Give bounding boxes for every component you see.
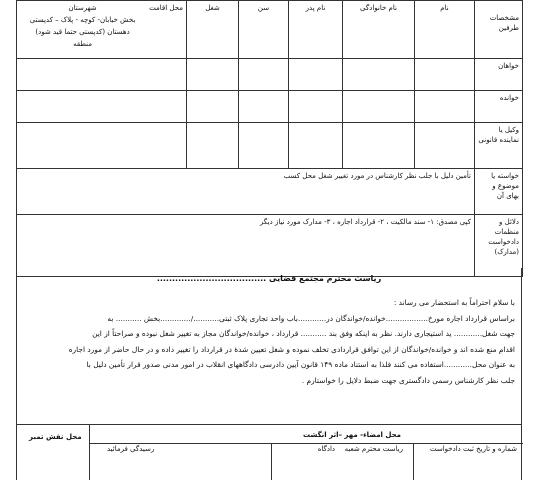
row-label-plaintiff: خواهان <box>475 59 523 91</box>
court-label: دادگاه <box>317 445 335 453</box>
evidence-label: دلائل و منظمات دادخواست (مدارک) <box>475 215 523 277</box>
header-name: نام <box>415 1 475 59</box>
header-father: نام پدر <box>289 1 343 59</box>
letter-line-4: به عنوان محل............استفاده می کنند فلذا به استناد ماده ۱۴۹ قانون آیین دادرسی دادگاههای انقلاب در امور مدنی صدور قرار تأمین دلیل با <box>86 360 515 370</box>
referral-label: رسیدگی فرمائید <box>107 445 155 453</box>
letter-title: ریاست محترم مجتمع قضایی .................................... <box>156 274 382 283</box>
footer-section <box>16 425 522 480</box>
row-label-defendant: خوانده <box>475 91 523 123</box>
header-address <box>17 1 187 59</box>
header-family: نام خانوادگی <box>343 1 415 59</box>
letter-section <box>16 268 522 425</box>
letter-line-2: جهت شغل............ ید استیجاری دارند. نظر به اینکه وفق بند ........... قرارداد ، خوانده/خواندگان مجاز به تغییر شغل نبوده و صراحتاً از این <box>92 329 515 339</box>
letter-line-3: اقدام منع شده اند و خوانده/خواندگان از این توافق قراردادی تخلف نموده و شغل تعیین شدۀ در قرارداد را تغییر داده و در حال حاضر از مورد اجاره <box>68 344 515 354</box>
petition-form <box>16 0 522 480</box>
header-age: سن <box>239 1 289 59</box>
letter-line-5: جلب نظر کارشناس رسمی دادگستری جهت ضبط دلایل را خواستارم . <box>301 375 515 385</box>
header-parties: مشخصات طرفین <box>475 1 523 59</box>
signature-label[interactable]: محل امضاء- مهر –اثر انگشت <box>303 431 401 439</box>
header-address-low: دهستان (کدپستی حتما قید شود) <box>35 28 130 37</box>
table-row <box>17 169 523 215</box>
header-address-bot: منطقه <box>73 40 93 49</box>
row-label-attorney: وکیل یا نماینده قانونی <box>475 123 523 169</box>
table-row <box>17 59 523 91</box>
claim-label: خواسته یا موضوع و بهای آن <box>475 169 523 215</box>
header-address-top: شهرستان <box>68 4 97 12</box>
letter-line-1: براساس قرارداد اجاره مورخ..................خوانده/خواندگان در............باب واحد تجاری پلاک ثبتی.........../.............بخش ........... به <box>107 313 515 323</box>
stamp-label: محل نقش تمبر <box>29 433 82 441</box>
registration-label: شماره و تاریخ ثبت دادخواست <box>429 445 517 453</box>
parties-table <box>16 0 523 277</box>
letter-greeting: با سلام احتراماً به استحضار می رساند : <box>393 298 515 307</box>
header-job: شغل <box>187 1 239 59</box>
header-residence: محل اقامت <box>149 4 183 12</box>
table-row <box>17 91 523 123</box>
evidence-text[interactable]: کپی مصدق: ۱- سند مالکیت ، ۲- قرارداد اجاره ، ۳- مدارک مورد نیاز دیگر <box>17 215 475 277</box>
table-row <box>17 123 523 169</box>
branch-label: ریاست محترم شعبه <box>344 445 403 453</box>
header-address-mid: بخش خیابان- کوچه - پلاک – کدپستی <box>29 16 136 25</box>
claim-text[interactable]: تأمین دلیل با جلب نظر کارشناس در مورد تغییر شغل محل کسب <box>17 169 475 215</box>
